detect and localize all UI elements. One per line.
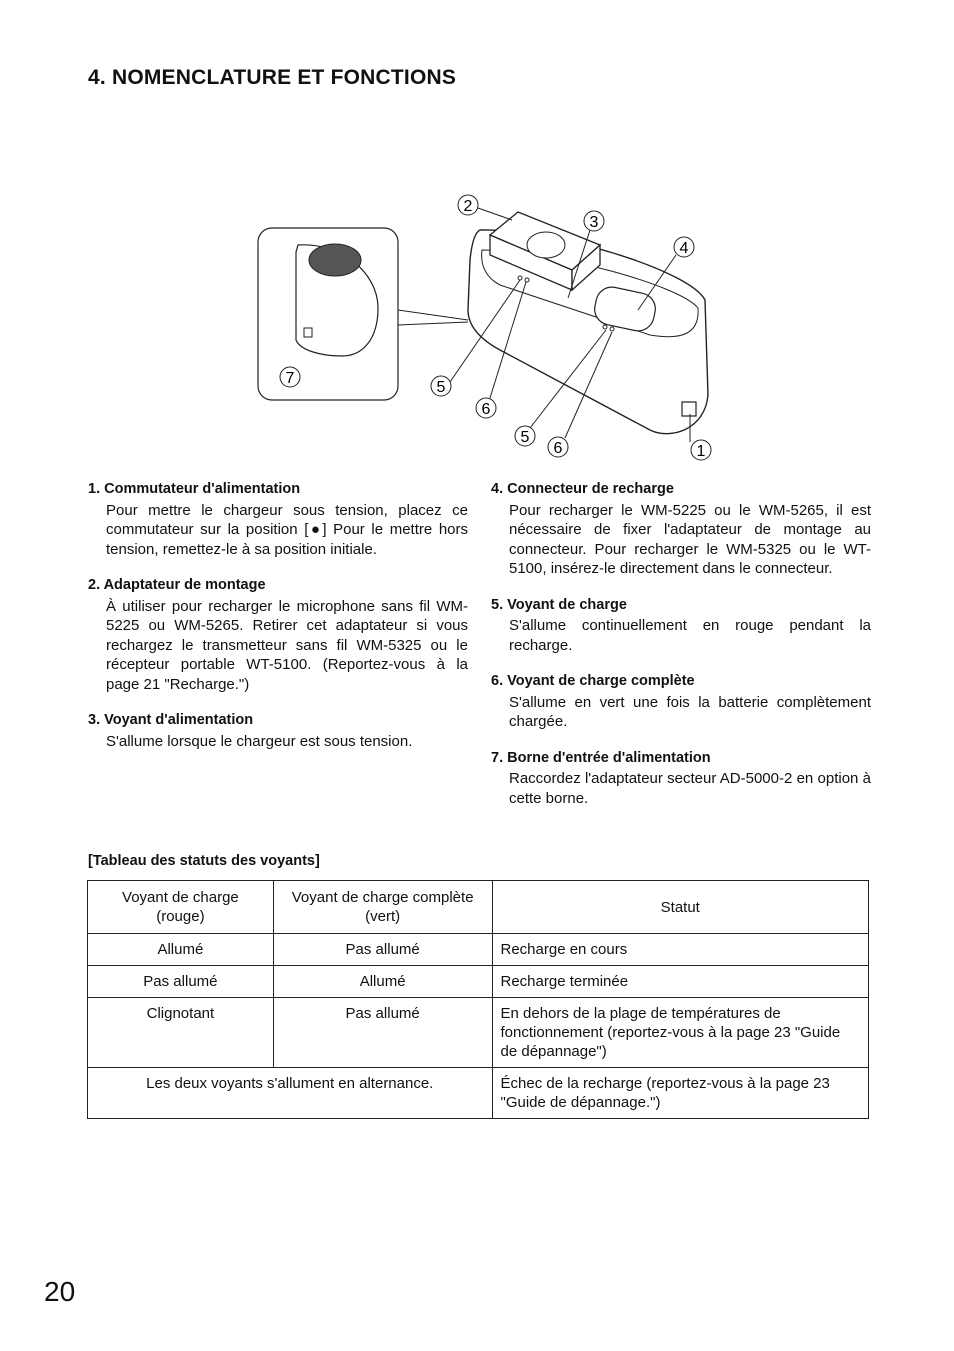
callout-1 xyxy=(691,440,711,460)
item-title: 2. Adaptateur de montage xyxy=(88,577,266,593)
item-title: 6. Voyant de charge complète xyxy=(491,673,695,689)
svg-text:7: 7 xyxy=(285,370,295,387)
page-number: 20 xyxy=(44,1276,76,1307)
dc-jack-icon xyxy=(304,328,312,337)
table-cell: Recharge en cours xyxy=(492,934,869,966)
svg-text:5: 5 xyxy=(520,429,530,446)
section-title: 4. NOMENCLATURE ET FONCTIONS xyxy=(88,66,457,89)
item-title: 7. Borne d'entrée d'alimentation xyxy=(491,749,711,766)
callout-5b xyxy=(515,426,535,446)
callout-6b xyxy=(548,437,568,457)
item-charging-connector xyxy=(491,480,871,579)
header-cell: Voyant de charge complète (vert) xyxy=(273,881,492,934)
callout-2 xyxy=(458,195,478,215)
item-mounting-adapter xyxy=(88,576,468,694)
table-cell: En dehors de la plage de températures de fonctionnement (reportez-vous à la page 23 "Guide de dépannage") xyxy=(492,998,869,1068)
item-body: Pour recharger le WM-5225 ou le WM-5265, il est nécessaire de fixer l'adaptateur de montage au connecteur. Pour recharger le WM-5325 ou le WT-5100, insérez-le directement dans le connecteur. xyxy=(509,501,871,577)
item-body: Pour mettre le chargeur sous tension, placez ce commutateur sur la position [●] Pour le mettre hors tension, remettez-le à sa position initiale. xyxy=(106,501,468,558)
table-cell: Allumé xyxy=(88,934,274,966)
svg-text:2: 2 xyxy=(463,198,473,215)
item-charge-indicator xyxy=(491,596,871,656)
item-title: 1. Commutateur d'alimentation xyxy=(88,481,301,497)
svg-text:6: 6 xyxy=(553,440,563,457)
table-cell: Les deux voyants s'allument en alternance. xyxy=(88,1068,493,1119)
callout-4 xyxy=(674,237,694,257)
table-cell: Pas allumé xyxy=(273,934,492,966)
table-cell: Allumé xyxy=(273,966,492,998)
status-table xyxy=(87,880,869,1119)
item-body: S'allume continuellement en rouge pendant la recharge. xyxy=(509,617,871,654)
right-column xyxy=(491,480,871,825)
table-cell: Pas allumé xyxy=(273,998,492,1068)
item-title: 5. Voyant de charge xyxy=(491,596,627,613)
table-cell: Échec de la recharge (reportez-vous à la page 23 "Guide de dépannage.") xyxy=(492,1068,869,1119)
item-power-input-terminal xyxy=(491,749,871,809)
power-switch xyxy=(682,402,696,416)
svg-text:3: 3 xyxy=(589,214,599,231)
table-title: [Tableau des statuts des voyants] xyxy=(88,853,320,869)
header-cell: Statut xyxy=(492,881,869,934)
item-body: À utiliser pour recharger le microphone sans fil WM-5225 ou WM-5265. Retirer cet adaptateur si vous rechargez le transmetteur sans fil WM-5325 ou le récepteur portable WT-5100. (Reportez-vous à la page 21 "Recharge.") xyxy=(106,597,468,693)
header-cell: Voyant de charge (rouge) xyxy=(88,881,274,934)
svg-text:5: 5 xyxy=(436,379,446,396)
callout-5a xyxy=(431,376,451,396)
item-power-indicator xyxy=(88,711,468,751)
left-column xyxy=(88,480,468,768)
callout-6a xyxy=(476,398,496,418)
table-row xyxy=(88,966,869,998)
table-row xyxy=(88,934,869,966)
callout-3 xyxy=(584,211,604,231)
table-row xyxy=(88,1068,869,1119)
item-body: S'allume lorsque le chargeur est sous tension. xyxy=(106,732,413,750)
table-cell: Recharge terminée xyxy=(492,966,869,998)
item-title: 4. Connecteur de recharge xyxy=(491,481,674,497)
table-header-row xyxy=(88,881,869,934)
table-row xyxy=(88,998,869,1068)
item-power-switch xyxy=(88,480,468,559)
svg-text:1: 1 xyxy=(696,443,706,460)
callout-7 xyxy=(280,367,300,387)
table-cell: Pas allumé xyxy=(88,966,274,998)
item-body: S'allume en vert une fois la batterie complètement chargée. xyxy=(509,693,871,730)
item-body: Raccordez l'adaptateur secteur AD-5000-2 en option à cette borne. xyxy=(509,770,871,807)
svg-text:6: 6 xyxy=(481,401,491,418)
charger-diagram xyxy=(250,190,730,465)
item-full-charge-indicator xyxy=(491,672,871,732)
table-cell: Clignotant xyxy=(88,998,274,1068)
item-title: 3. Voyant d'alimentation xyxy=(88,712,254,728)
svg-text:4: 4 xyxy=(679,240,689,257)
